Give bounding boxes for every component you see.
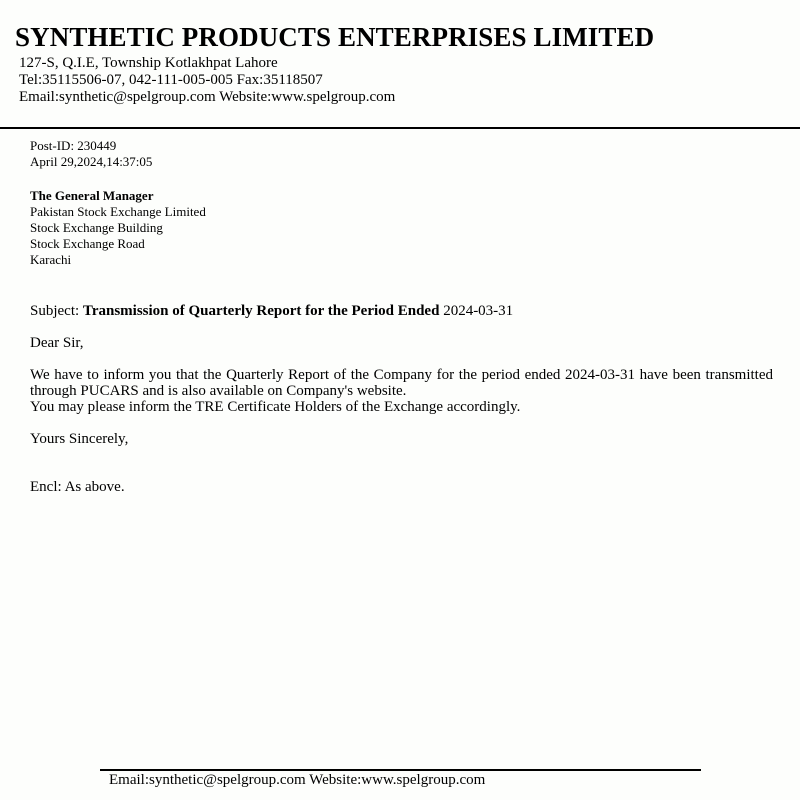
recipient-line: Pakistan Stock Exchange Limited (30, 204, 206, 219)
enclosure-note: Encl: As above. (30, 479, 125, 495)
subject-date: 2024-03-31 (443, 303, 514, 319)
recipient-line: Stock Exchange Building (30, 220, 163, 235)
company-phones: Tel:35115506-07, 042-111-005-005 Fax:35118507 (19, 72, 323, 88)
recipient-line: Stock Exchange Road (30, 236, 145, 251)
body-paragraph: We have to inform you that the Quarterly Report of the Company for the period ended 2024-03-31 have been transmitted through PUCARS and is also available on Company's website. (30, 367, 773, 399)
header-divider (0, 127, 800, 129)
post-id: Post-ID: 230449 (30, 138, 117, 153)
closing: Yours Sincerely, (30, 431, 129, 447)
subject-line (30, 303, 513, 320)
footer-contact: Email:synthetic@spelgroup.com Website:www.spelgroup.com (109, 772, 486, 788)
company-address: 127-S, Q.I.E, Township Kotlakhpat Lahore (19, 55, 278, 71)
subject-text: Transmission of Quarterly Report for the Period Ended (82, 303, 440, 319)
post-date: April 29,2024,14:37:05 (30, 154, 153, 169)
salutation: Dear Sir, (30, 335, 84, 351)
footer-divider (100, 769, 701, 771)
company-contact: Email:synthetic@spelgroup.com Website:www.spelgroup.com (19, 89, 396, 105)
subject-label: Subject: (30, 303, 80, 319)
company-name: SYNTHETIC PRODUCTS ENTERPRISES LIMITED (15, 22, 655, 52)
recipient-line: Karachi (30, 252, 72, 267)
recipient-title: The General Manager (30, 188, 154, 203)
body-paragraph: You may please inform the TRE Certificate Holders of the Exchange accordingly. (30, 399, 521, 415)
